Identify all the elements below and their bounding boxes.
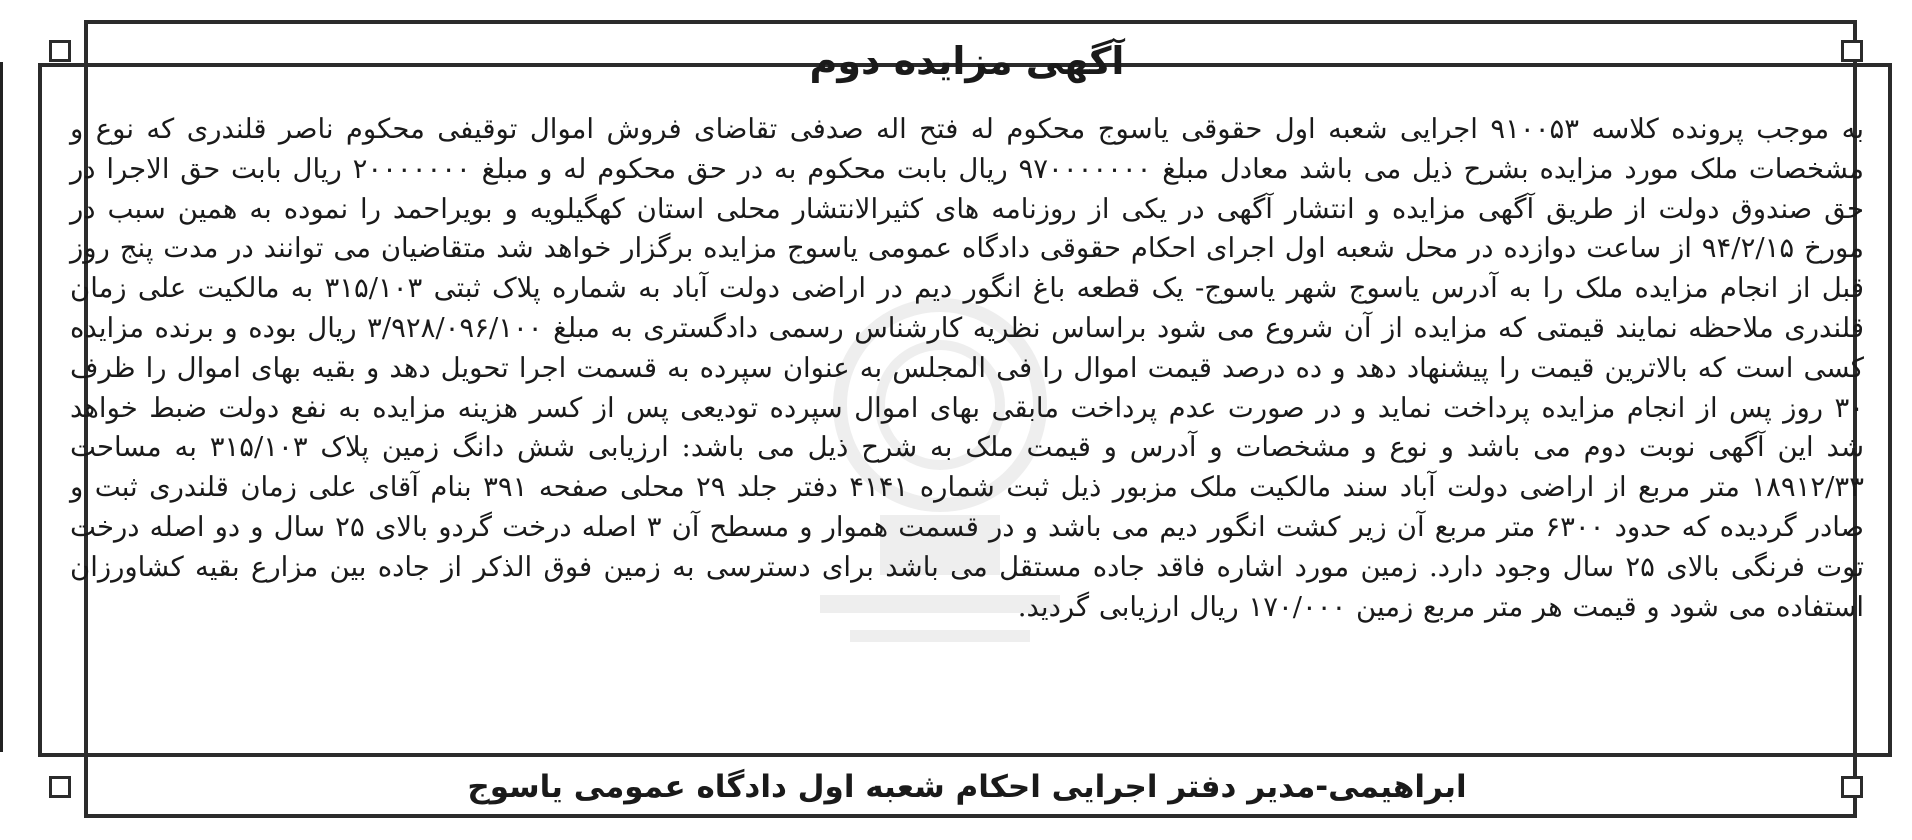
notice-content: [66, 28, 1868, 808]
notice-signature: ابراهیمی-مدیر دفتر اجرایی احکام شعبه اول دادگاه عمومی یاسوج: [467, 769, 1467, 805]
notice-body: به موجب پرونده کلاسه ۹۱۰۰۵۳ اجرایی شعبه اول حقوقی یاسوج محکوم له فتح اله صدفی تقاضای فروش اموال توقیفی محکوم ناصر قلندری که نوع و مشخصات ملک مورد مزایده بشرح ذیل می باشد معادل مبلغ ۹۷۰۰۰۰۰۰۰ ریال بابت محکوم به در حق محکوم له و مبلغ ۲۰۰۰۰۰۰۰ ریال بابت حق الاجرا در حق صندوق دولت از طریق آگهی مزایده و انتشار آگهی در یکی از روزنامه های کثیرالانتشار محلی استان کهگیلویه و بویراحمد را نموده به همین سبب در مورخ ۹۴/۲/۱۵ از ساعت دوازده در محل شعبه اول اجرای احکام حقوقی دادگاه عمومی یاسوج مزایده برگزار خواهد شد متقاضیان می توانند در مدت پنج روز قبل از انجام مزایده ملک را به آدرس یاسوج شهر یاسوج- یک قطعه باغ انگور دیم در اراضی دولت آباد به شماره پلاک ثبتی ۳۱۵/۱۰۳ به مالکیت علی زمان قلندری ملاحظه نمایند قیمتی که مزایده از آن شروع می شود براساس نظریه کارشناس رسمی دادگستری به مبلغ ۳/۹۲۸/۰۹۶/۱۰۰ ریال بوده و برنده مزایده کسی است که بالاترین قیمت را پیشنهاد دهد و ده درصد قیمت اموال را فی المجلس به عنوان سپرده به قسمت اجرا تحویل دهد و بقیه بهای اموال را ظرف ۳۰ روز پس از انجام مزایده پرداخت نماید و در صورت عدم پرداخت مابقی بهای اموال سپرده تودیعی پس از کسر هزینه مزایده به نفع دولت ضبط خواهد شد این آگهی نوبت دوم می باشد و نوع و مشخصات و آدرس و قیمت ملک به شرح ذیل می باشد: ارزیابی شش دانگ زمین پلاک ۳۱۵/۱۰۳ به مساحت ۱۸۹۱۲/۳۳ متر مربع از اراضی دولت آباد سند مالکیت ملک مزبور ذیل ثبت شماره ۴۱۴۱ دفتر جلد ۲۹ محلی صفحه ۳۹۱ بنام آقای علی زمان قلندری ثبت و صادر گردیده که حدود ۶۳۰۰ متر مربع آن زیر کشت انگور دیم می باشد و در قسمت هموار و مسطح آن ۳ اصله درخت گردو بالای ۲۵ سال و دو اصله درخت توت فرنگی بالای ۲۵ سال وجود دارد. زمین مورد اشاره فاقد جاده مستقل می باشد برای دسترسی به زمین فوق الذکر از جاده بین مزارع بقیه کشاورزان استفاده می شود و قیمت هر متر مربع زمین ۱۷۰/۰۰۰ ریال ارزیابی گردید.: [70, 113, 1865, 623]
left-margin-rule: [0, 62, 3, 752]
notice-title: آگهی مزایده دوم: [809, 39, 1125, 83]
